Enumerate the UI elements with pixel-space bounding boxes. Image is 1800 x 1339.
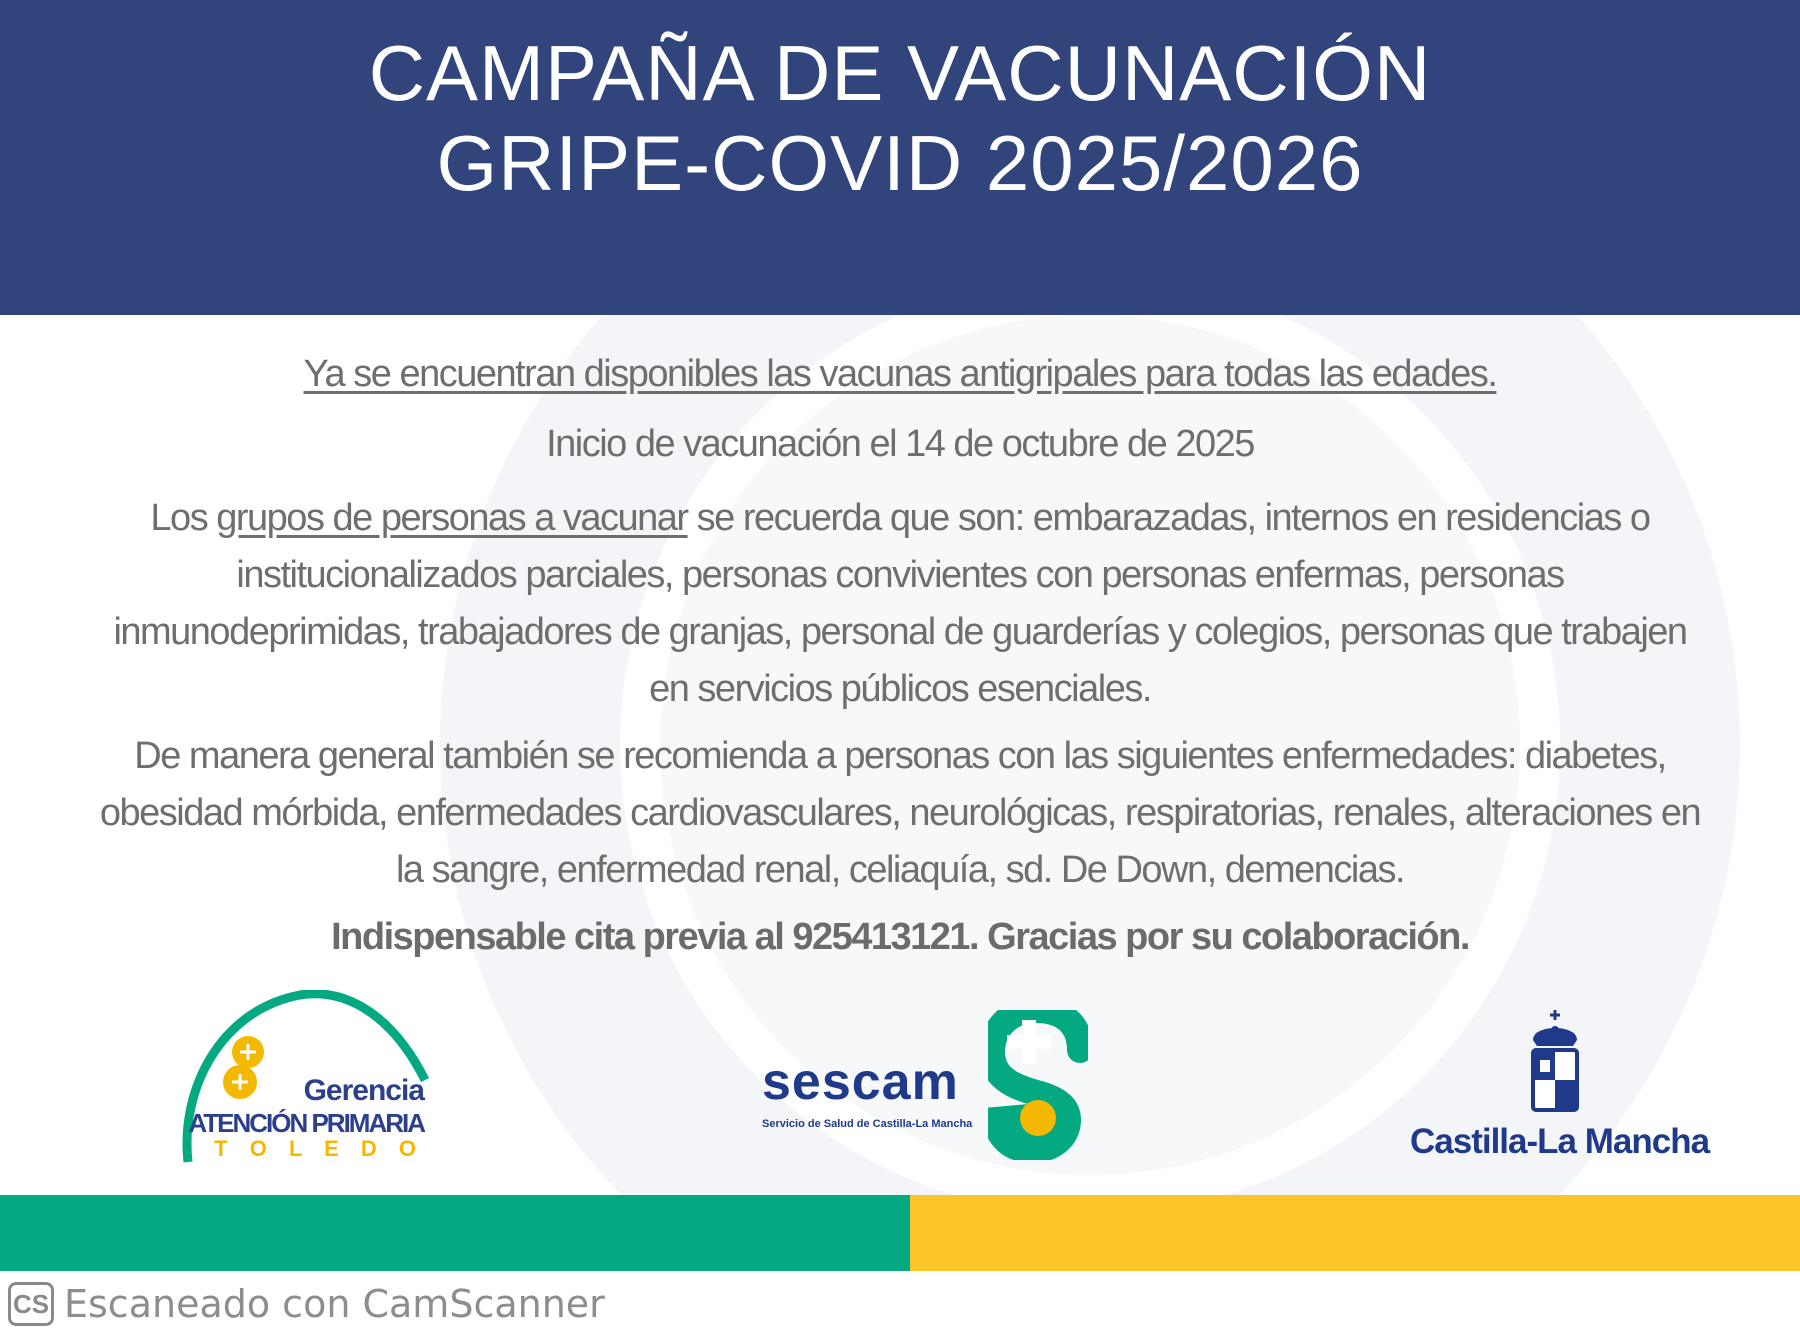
groups-link[interactable]: grupos de personas a vacunar xyxy=(216,497,688,539)
target-groups-paragraph xyxy=(95,490,1705,718)
footer-bar-yellow xyxy=(910,1195,1800,1271)
camscanner-watermark xyxy=(8,1278,605,1330)
castilla-la-mancha-logo xyxy=(1400,1010,1710,1175)
recommendation-paragraph: De manera general también se recomienda a personas con las siguientes enfermedades: diabetes, obesidad mórbida, enfermedades cardiovasculares, neurológicas, respiratorias, renales, alteraciones en la sangre, enfermedad renal, celiaquía, sd. De Down, demencias. xyxy=(99,735,1701,891)
appointment-notice: Indispensable cita previa al 925413121. Gracias por su colaboración. xyxy=(331,916,1469,958)
groups-text: se recuerda que son: embarazadas, internos en residencias o institucionalizados parciales, personas convivientes con personas enfermas, personas inmunodeprimidas, trabajadores de granjas, personal de guarderías y colegios, personas que trabajen en servicios públicos esenciales. xyxy=(113,497,1687,710)
availability-notice xyxy=(95,350,1705,398)
castilla-la-mancha-name: Castilla-La Mancha xyxy=(1410,1122,1710,1161)
footer-bar-green xyxy=(0,1195,910,1271)
sescam-logo xyxy=(760,1010,1100,1170)
header-banner xyxy=(0,0,1800,315)
gerencia-line1: Gerencia xyxy=(303,1074,424,1107)
sescam-subtitle: Servicio de Salud de Castilla-La Mancha xyxy=(762,1118,973,1130)
gerencia-atencion-primaria-logo xyxy=(180,990,430,1170)
gerencia-line2: ATENCIÓN PRIMARIA xyxy=(188,1108,424,1138)
sescam-name: sescam xyxy=(762,1053,959,1111)
page-title-line2: GRIPE-COVID 2025/2026 xyxy=(436,119,1364,207)
castilla-la-mancha-crest xyxy=(1525,1010,1585,1120)
availability-text: Ya se encuentran disponibles las vacunas antigripales para todas las edades. xyxy=(303,353,1497,395)
start-date-text: Inicio de vacunación el 14 de octubre de 2025 xyxy=(546,423,1254,465)
gerencia-line3: T O L E D O xyxy=(214,1136,424,1161)
camscanner-icon: CS xyxy=(8,1282,54,1326)
page-title-line1: CAMPAÑA DE VACUNACIÓN xyxy=(368,29,1432,117)
groups-prefix: Los xyxy=(150,497,217,539)
camscanner-text: Escaneado con CamScanner xyxy=(64,1282,605,1326)
